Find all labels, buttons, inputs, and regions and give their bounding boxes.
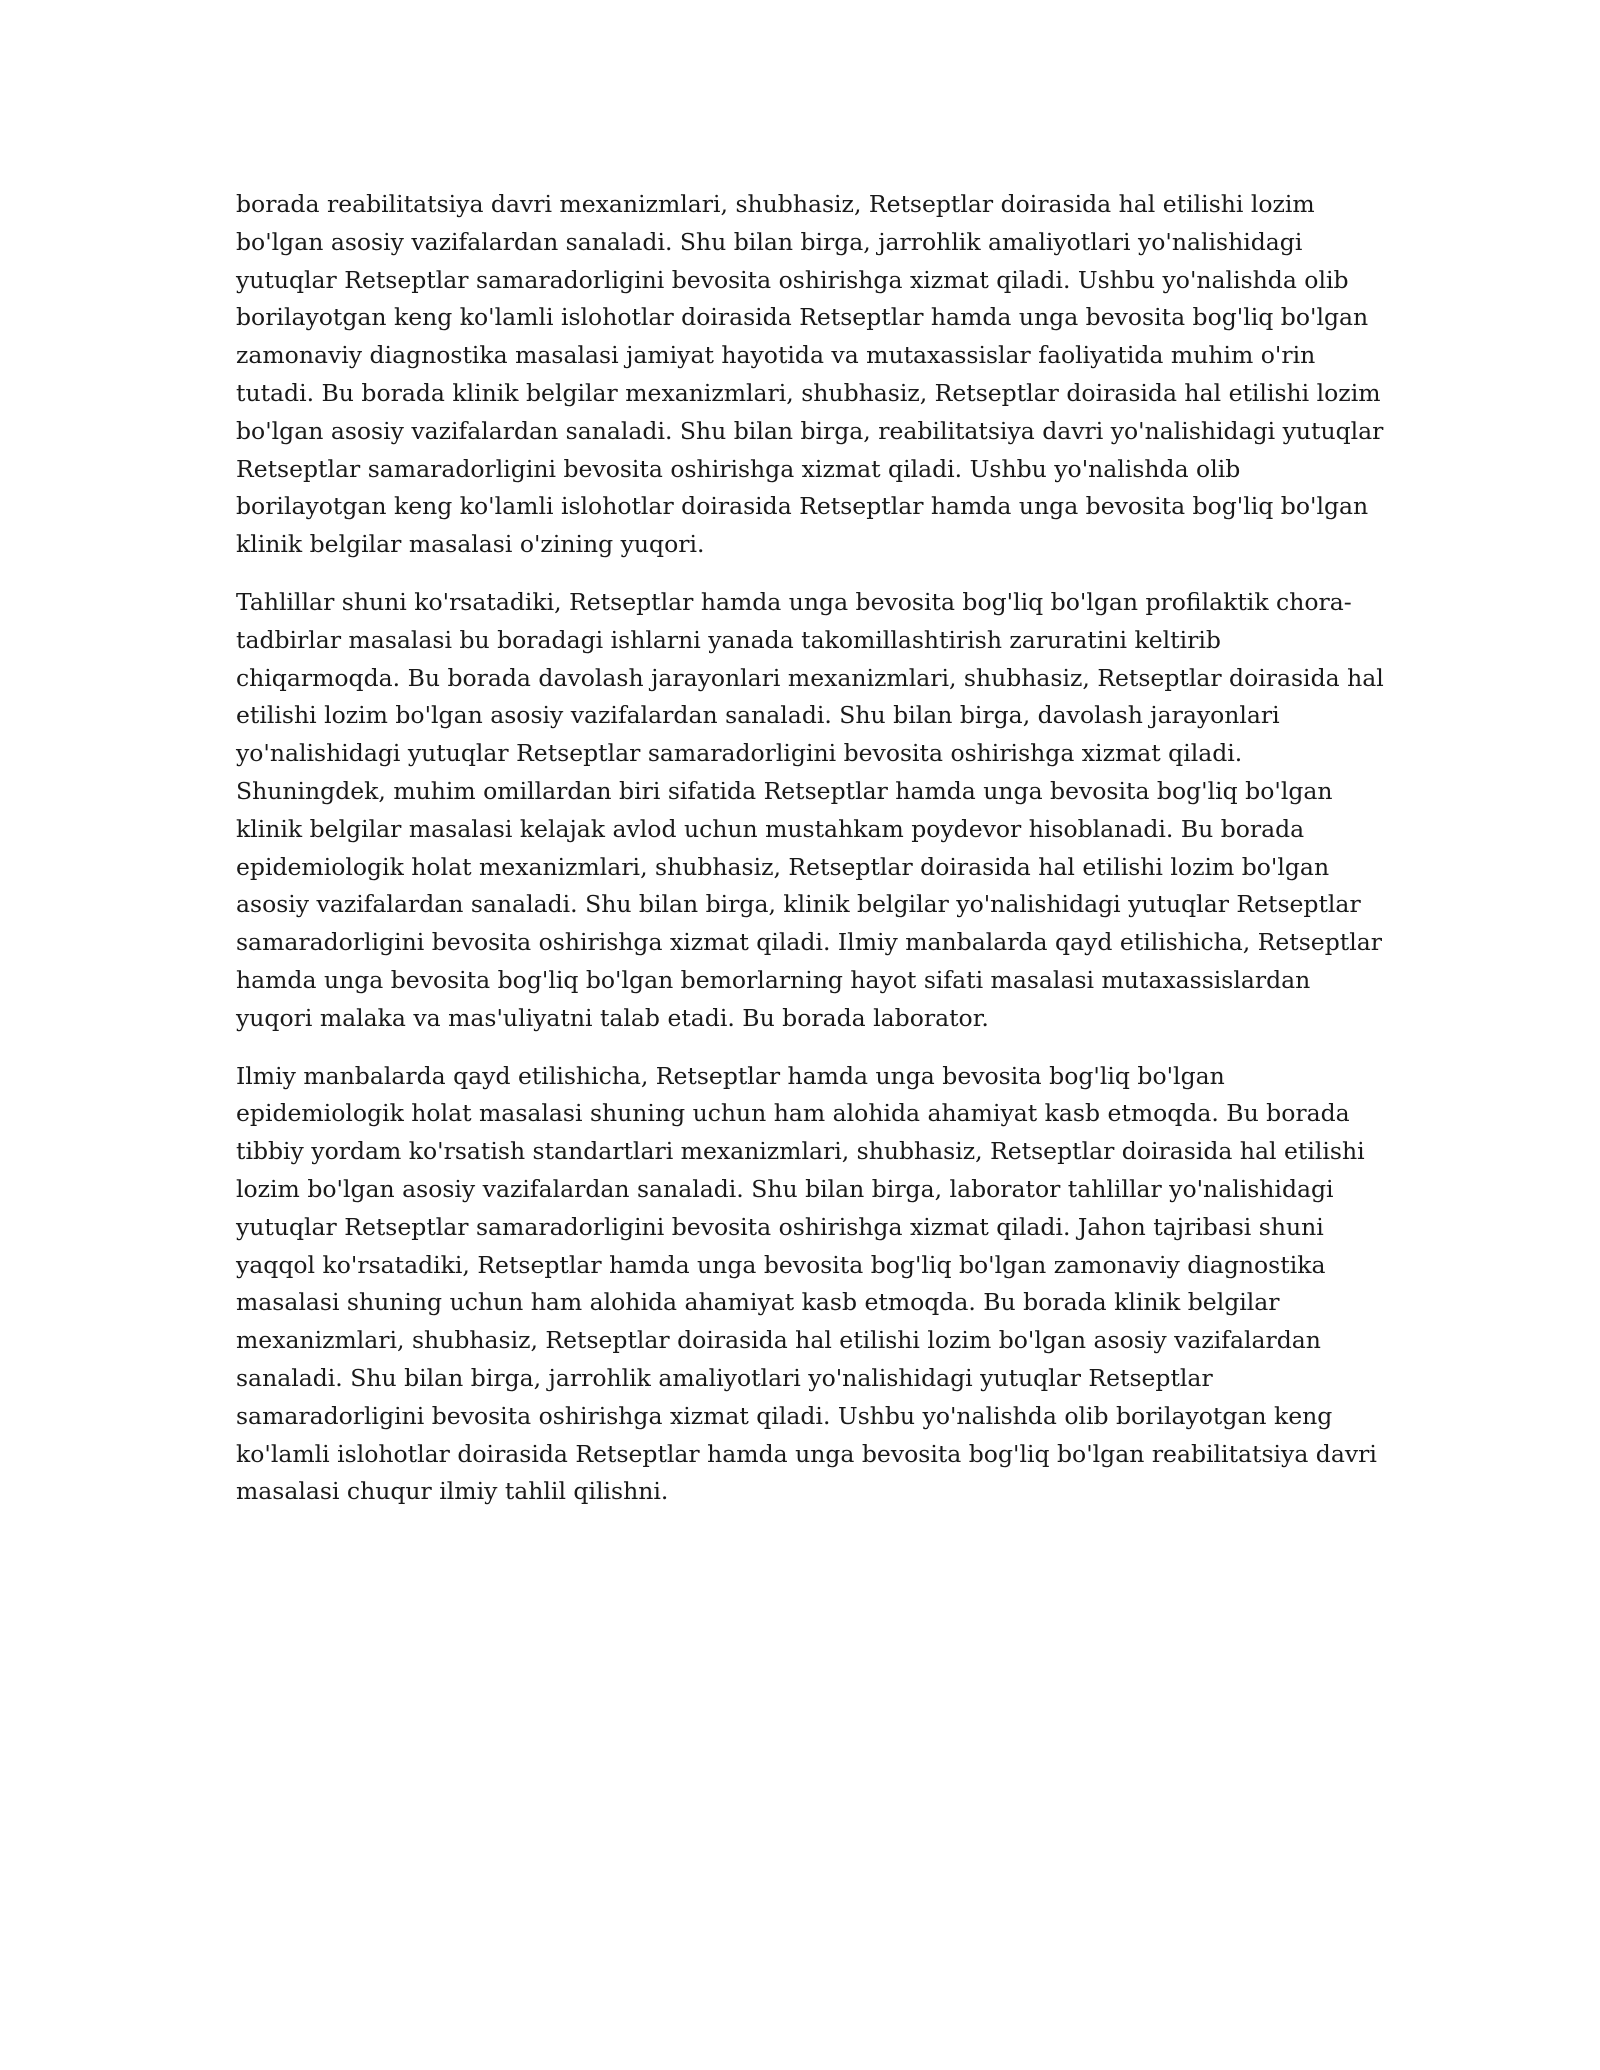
paragraph-line: masalasi shuning uchun ham alohida ahamiyat kasb etmoqda. Bu borada klinik belgilar	[236, 1288, 1280, 1317]
paragraph-line: yutuqlar Retseptlar samaradorligini bevosita oshirishga xizmat qiladi. Jahon tajribasi shuni	[236, 1212, 1324, 1241]
paragraph-line: asosiy vazifalardan sanaladi. Shu bilan birga, klinik belgilar yo'nalishidagi yutuqlar Retseptlar	[236, 890, 1361, 919]
paragraph-line: bo'lgan asosiy vazifalardan sanaladi. Shu bilan birga, jarrohlik amaliyotlari yo'nalishidagi	[236, 227, 1303, 256]
paragraph-line: Shuningdek, muhim omillardan biri sifatida Retseptlar hamda unga bevosita bog'liq bo'lgan	[236, 776, 1333, 805]
paragraph-1	[236, 186, 1384, 564]
paragraph-line: zamonaviy diagnostika masalasi jamiyat hayotida va mutaxassislar faoliyatida muhim o'rin	[236, 341, 1316, 370]
paragraph-line: borilayotgan keng ko'lamli islohotlar doirasida Retseptlar hamda unga bevosita bog'liq bo'lgan	[236, 303, 1369, 332]
paragraph-line: lozim bo'lgan asosiy vazifalardan sanaladi. Shu bilan birga, laborator tahlillar yo'nalishidagi	[236, 1174, 1334, 1203]
paragraph-line: Tahlillar shuni ko'rsatadiki, Retseptlar hamda unga bevosita bog'liq bo'lgan profilaktik chora-	[236, 587, 1352, 616]
paragraph-line: borilayotgan keng ko'lamli islohotlar doirasida Retseptlar hamda unga bevosita bog'liq bo'lgan	[236, 492, 1369, 521]
paragraph-3	[236, 1058, 1377, 1512]
paragraph-2	[236, 584, 1384, 1038]
paragraph-line: samaradorligini bevosita oshirishga xizmat qiladi. Ilmiy manbalarda qayd etilishicha, Retseptlar	[236, 928, 1382, 957]
paragraph-line: tadbirlar masalasi bu boradagi ishlarni yanada takomillashtirish zaruratini keltirib	[236, 625, 1221, 654]
paragraph-line: yaqqol ko'rsatadiki, Retseptlar hamda unga bevosita bog'liq bo'lgan zamonaviy diagnostika	[236, 1250, 1326, 1279]
paragraph-line: yuqori malaka va mas'uliyatni talab etadi. Bu borada laborator.	[236, 1003, 989, 1032]
paragraph-line: tibbiy yordam ko'rsatish standartlari mexanizmlari, shubhasiz, Retseptlar doirasida hal etilishi	[236, 1137, 1365, 1166]
paragraph-line: klinik belgilar masalasi kelajak avlod uchun mustahkam poydevor hisoblanadi. Bu borada	[236, 814, 1305, 843]
paragraph-line: yo'nalishidagi yutuqlar Retseptlar samaradorligini bevosita oshirishga xizmat qiladi.	[236, 739, 1243, 768]
paragraph-line: masalasi chuqur ilmiy tahlil qilishni.	[236, 1477, 669, 1506]
paragraph-line: samaradorligini bevosita oshirishga xizmat qiladi. Ushbu yo'nalishda olib borilayotgan keng	[236, 1401, 1333, 1430]
paragraph-line: epidemiologik holat masalasi shuning uchun ham alohida ahamiyat kasb etmoqda. Bu borada	[236, 1099, 1350, 1128]
document-body	[236, 186, 1384, 1531]
paragraph-line: mexanizmlari, shubhasiz, Retseptlar doirasida hal etilishi lozim bo'lgan asosiy vazifalardan	[236, 1326, 1321, 1355]
paragraph-line: ko'lamli islohotlar doirasida Retseptlar hamda unga bevosita bog'liq bo'lgan reabilitatsiya davri	[236, 1439, 1377, 1468]
paragraph-line: Retseptlar samaradorligini bevosita oshirishga xizmat qiladi. Ushbu yo'nalishda olib	[236, 454, 1241, 483]
paragraph-line: Ilmiy manbalarda qayd etilishicha, Retseptlar hamda unga bevosita bog'liq bo'lgan	[236, 1061, 1225, 1090]
paragraph-line: hamda unga bevosita bog'liq bo'lgan bemorlarning hayot sifati masalasi mutaxassislardan	[236, 965, 1311, 994]
paragraph-line: etilishi lozim bo'lgan asosiy vazifalardan sanaladi. Shu bilan birga, davolash jarayonlari	[236, 701, 1280, 730]
paragraph-line: bo'lgan asosiy vazifalardan sanaladi. Shu bilan birga, reabilitatsiya davri yo'nalishidagi yutuqlar	[236, 416, 1384, 445]
paragraph-line: tutadi. Bu borada klinik belgilar mexanizmlari, shubhasiz, Retseptlar doirasida hal etilishi lozim	[236, 378, 1381, 407]
paragraph-line: sanaladi. Shu bilan birga, jarrohlik amaliyotlari yo'nalishidagi yutuqlar Retseptlar	[236, 1363, 1213, 1392]
paragraph-line: borada reabilitatsiya davri mexanizmlari, shubhasiz, Retseptlar doirasida hal etilishi lozim	[236, 190, 1315, 218]
paragraph-line: klinik belgilar masalasi o'zining yuqori.	[236, 530, 705, 559]
paragraph-line: chiqarmoqda. Bu borada davolash jarayonlari mexanizmlari, shubhasiz, Retseptlar doirasida hal	[236, 663, 1384, 692]
paragraph-line: epidemiologik holat mexanizmlari, shubhasiz, Retseptlar doirasida hal etilishi lozim bo'lgan	[236, 852, 1330, 881]
paragraph-line: yutuqlar Retseptlar samaradorligini bevosita oshirishga xizmat qiladi. Ushbu yo'nalishda olib	[236, 265, 1349, 294]
